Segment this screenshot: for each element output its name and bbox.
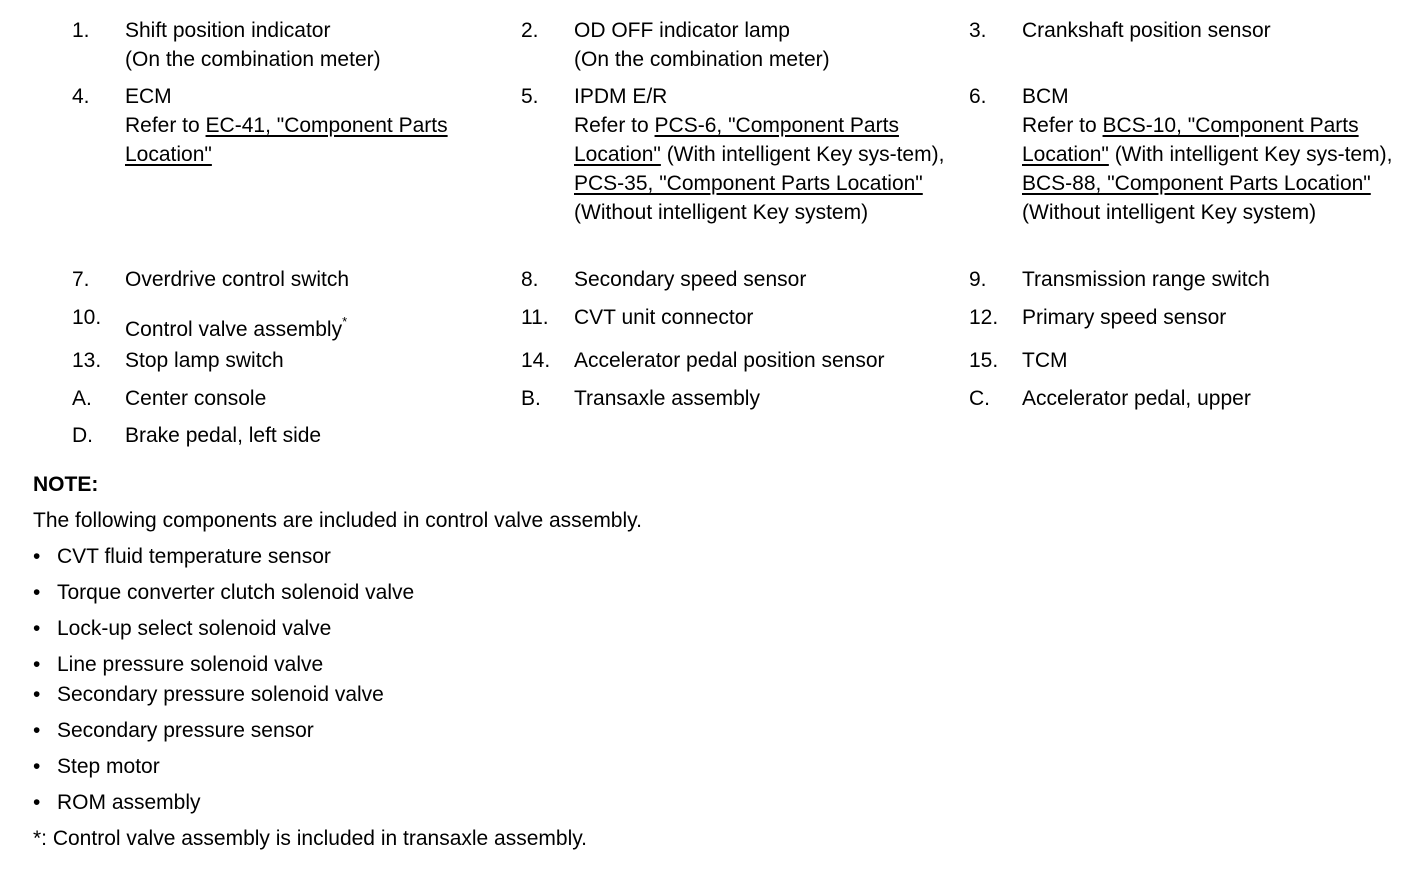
item-label: Center console: [125, 387, 267, 410]
note-bullet-item: [33, 650, 323, 679]
item-reference: [1022, 111, 1406, 227]
bullet-marker: •: [33, 653, 41, 676]
refer-text: Refer to: [125, 114, 206, 137]
item-label: ECM: [125, 85, 172, 108]
item-number: 2.: [521, 19, 539, 42]
item-label: Crankshaft position sensor: [1022, 19, 1271, 42]
item-reference: [125, 111, 455, 169]
item-label: IPDM E/R: [574, 85, 668, 108]
bullet-marker: •: [33, 791, 41, 814]
item-letter: B.: [521, 387, 541, 410]
refer-text: Refer to: [1022, 114, 1103, 137]
pcs-6-link[interactable]: PCS-6, "Component Parts Location": [574, 114, 899, 166]
note-bullet-item: [33, 716, 314, 745]
bcs-88-link[interactable]: BCS-88, "Component Parts Location": [1022, 172, 1371, 195]
item-label: Transmission range switch: [1022, 268, 1270, 291]
item-label: BCM: [1022, 85, 1069, 108]
with-key-text: (With intelligent Key sys-tem),: [1108, 143, 1393, 166]
bullet-marker: •: [33, 617, 41, 640]
note-bullet-item: [33, 788, 201, 817]
item-label: Accelerator pedal position sensor: [574, 349, 885, 372]
bullet-marker: •: [33, 545, 41, 568]
item-sublabel: (On the combination meter): [125, 48, 381, 71]
bullet-marker: •: [33, 755, 41, 778]
item-number: 1.: [72, 19, 90, 42]
bullet-text: Secondary pressure sensor: [57, 719, 314, 742]
bullet-marker: •: [33, 581, 41, 604]
item-label: TCM: [1022, 349, 1068, 372]
item-number: 4.: [72, 85, 90, 108]
footnote: *: Control valve assembly is included in transaxle assembly.: [33, 827, 588, 850]
item-number: 11.: [521, 306, 549, 329]
note-bullet-item: [33, 680, 384, 709]
item-label: Secondary speed sensor: [574, 268, 807, 291]
bullet-text: ROM assembly: [57, 791, 201, 814]
item-number: 13.: [72, 349, 102, 372]
item-letter: D.: [72, 424, 93, 447]
bullet-text: Torque converter clutch solenoid valve: [57, 581, 415, 604]
item-label: Primary speed sensor: [1022, 306, 1227, 329]
item-number: 5.: [521, 85, 539, 108]
item-label: Brake pedal, left side: [125, 424, 322, 447]
bullet-marker: •: [33, 719, 41, 742]
item-number: 8.: [521, 268, 539, 291]
item-label: Stop lamp switch: [125, 349, 284, 372]
bullet-text: Secondary pressure solenoid valve: [57, 683, 384, 706]
item-label: Shift position indicator: [125, 19, 331, 42]
item-number: 3.: [969, 19, 987, 42]
footnote-marker: *: [342, 314, 348, 329]
item-number: 10.: [72, 306, 102, 329]
note-heading: NOTE:: [33, 473, 99, 496]
item-label: Accelerator pedal, upper: [1022, 387, 1251, 410]
with-key-text: (With intelligent Key sys-tem),: [660, 143, 945, 166]
note-bullet-item: [33, 614, 331, 643]
item-number: 15.: [969, 349, 999, 372]
bcs-10-link[interactable]: BCS-10, "Component Parts Location": [1022, 114, 1359, 166]
item-label: Overdrive control switch: [125, 268, 350, 291]
item-label: CVT unit connector: [574, 306, 754, 329]
pcs-35-link[interactable]: PCS-35, "Component Parts Location": [574, 172, 923, 195]
note-bullet-item: [33, 752, 160, 781]
bullet-text: Line pressure solenoid valve: [57, 653, 324, 676]
item-letter: A.: [72, 387, 92, 410]
item-number: 9.: [969, 268, 987, 291]
bullet-text: Step motor: [57, 755, 160, 778]
without-key-text: (Without intelligent Key system): [574, 201, 869, 224]
item-sublabel: (On the combination meter): [574, 48, 830, 71]
note-bullet-item: [33, 542, 331, 571]
item-label: Transaxle assembly: [574, 387, 760, 410]
refer-text: Refer to: [574, 114, 655, 137]
bullet-text: CVT fluid temperature sensor: [57, 545, 331, 568]
item-label: OD OFF indicator lamp: [574, 19, 790, 42]
item-reference: [574, 111, 952, 227]
ec-41-link[interactable]: EC-41, "Component Parts Location": [125, 114, 448, 166]
note-intro: The following components are included in control valve assembly.: [33, 509, 642, 532]
without-key-text: (Without intelligent Key system): [1022, 201, 1317, 224]
bullet-marker: •: [33, 683, 41, 706]
item-number: 7.: [72, 268, 90, 291]
bullet-text: Lock-up select solenoid valve: [57, 617, 332, 640]
item-number: 6.: [969, 85, 987, 108]
item-number: 12.: [969, 306, 999, 329]
item-label: Control valve assembly: [125, 318, 343, 341]
note-bullet-item: [33, 578, 414, 607]
item-letter: C.: [969, 387, 990, 410]
item-number: 14.: [521, 349, 551, 372]
